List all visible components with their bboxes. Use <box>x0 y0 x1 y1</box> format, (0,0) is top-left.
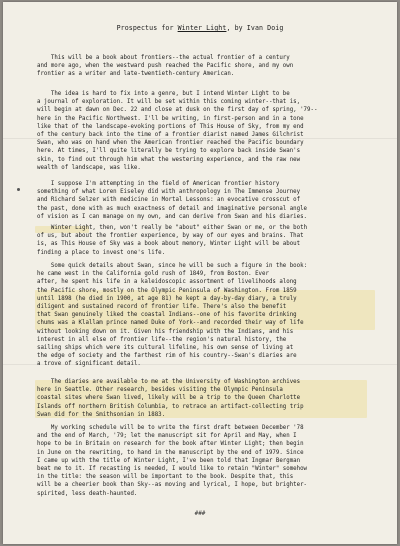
paragraph-1: This will be a book about frontiers--the actual frontier of a century and more ago, when the westward push reached the Pacific shore, and my own frontier as a writer and late-twentieth-century American. <box>37 55 294 78</box>
paragraph-3: I suppose I'm attempting in the field of American frontier history something of what Loren Eiseley did with anthropology in The Immense Journey and Richard Selzer with medicine in Mortal Lessons: an evocative crosscut of the past, done with as much exactness of detail and imaginative personal angle of vision as I can manage on my own, and can derive from Swan and his diaries. <box>37 181 308 220</box>
end-mark: ### <box>194 510 206 517</box>
title-suffix: , by Ivan Doig <box>226 24 284 32</box>
paragraph-6: The diaries are available to me at the University of Washington archives here in Seattle. Other research, besides visiting the Olympic Peninsula coastal sites where Swan lived, likely will be a trip to the Queen Charlotte Islands off northern British Columbia, to retrace an artifact-collecting trip Swan did for the Smithsonian in 1883. <box>37 379 304 418</box>
title-prefix: Prospectus for <box>116 24 178 32</box>
document-page <box>3 2 397 544</box>
margin-mark <box>17 188 20 191</box>
paragraph-4: Winter Light, then, won't really be "about" either Swan or me, or the both of us, but about the frontier experience, by way of our eyes and brains. That is, as This House of Sky was a book about memory, Winter Light will be about finding a place to invest one's life. <box>37 225 308 256</box>
paragraph-2: The idea is hard to fix into a genre, but I intend Winter Light to be a journal of exploration. It will be set within this coming winter--that is, will begin at dawn on Dec. 22 and close at dusk on the first day of spring, '79-- here in the Pacific Northwest. I'll be writing, in first-person and in a tone like that of the landscape-evoking portions of This House of Sky, from my end of the century back into the time of a frontier diarist named James Gilchrist Swan, who was on hand when the American frontier reached the Pacific boundary here. At times, I'll quite literally be trying to explore back inside Swan's skin, to find out through him what the westering experience, and the raw new wealth of landscape, was like. <box>37 91 318 171</box>
paragraph-7: My working schedule will be to write the first draft between December '78 and the end of March, '79; let the manuscript sit for April and May, when I hope to be in Britain on research for the book after Winter Light; then begin in June on the rewriting, to hand in the manuscript by the end of 1979. Since I came up with the title of Winter Light, I've been told that Ingmar Bergman beat me to it. If recasting is needed, I would like to retain "Winter" somehow in the title: the season will be important to the book. Despite that, this will be a cheerier book than Sky--as moving and lyrical, I hope, but brighter- spirited, less death-haunted. <box>37 425 308 497</box>
title-book: Winter Light <box>177 24 227 32</box>
page-title <box>3 24 397 32</box>
paragraph-5: Some quick details about Swan, since he will be such a figure in the book: he came west in the California gold rush of 1849, from Boston. Ever after, he spent his life in a kaleidoscopic assortment of livelihoods along the Pacific shore, mostly on the Olympic Peninsula of Washington. From 1859 until 1898 (he died in 1900, at age 81) he kept a day-by-day diary, a truly diligent and sustained record of frontier life. There's also the benefit that Swan genuinely liked the coastal Indians--one of his favorite drinking chums was a Klallam prince named Duke of York--and recorded their way of life without looking down on it. Given his friendship with the Indians, and his interest in all else of frontier life--the region's natural history, the sailing ships which were its cultural lifeline, his own sense of living at the edge of society and the farthest rim of his country--Swan's diaries are a trove of significant detail. <box>37 263 308 368</box>
